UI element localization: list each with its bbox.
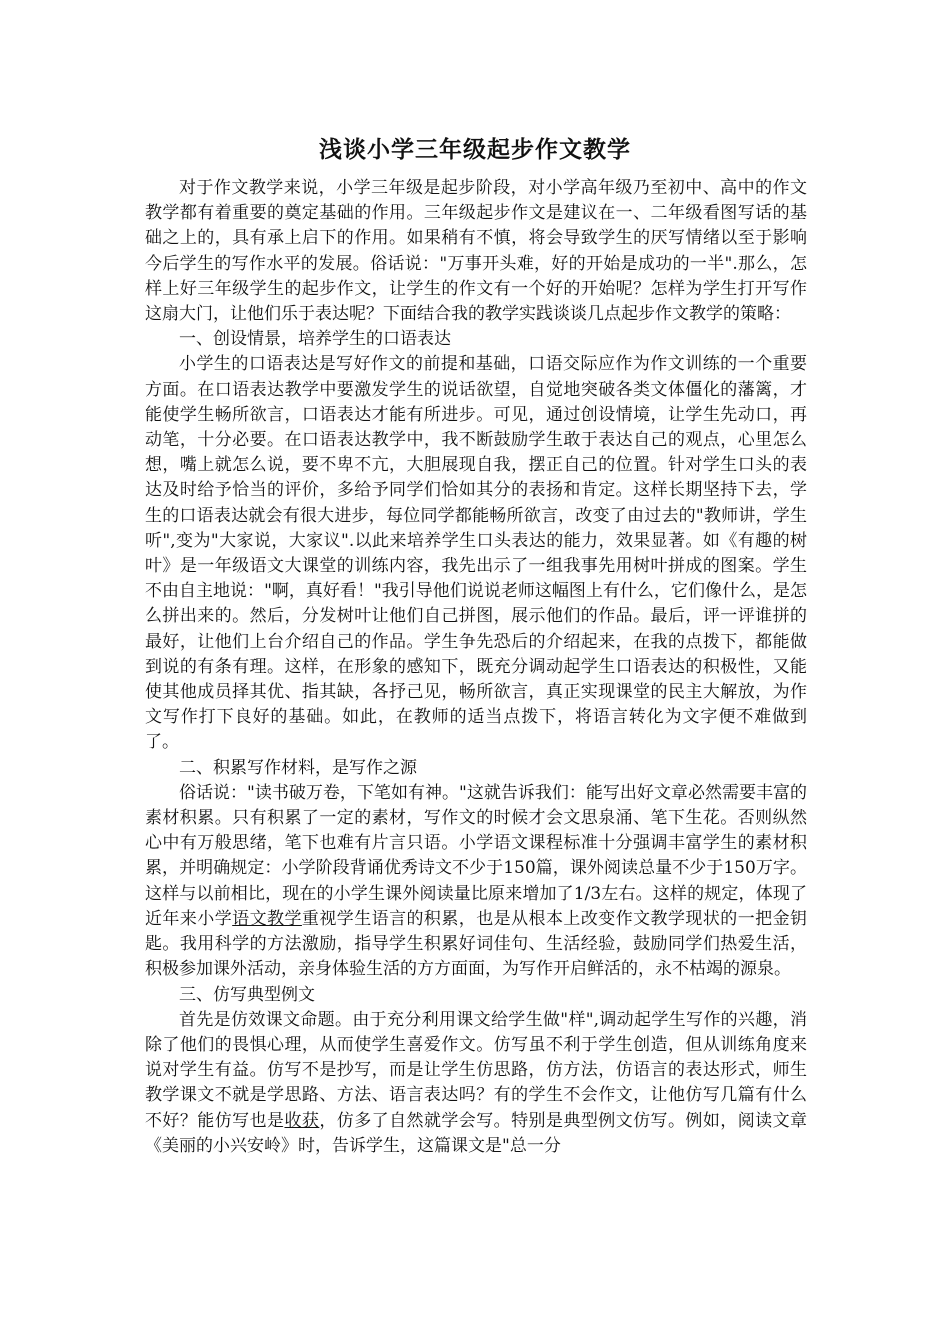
section-2-text-before-link: 俗话说："读书破万卷，下笔如有神。"这就告诉我们：能写出好文章必然需要丰富的素材积累。只有积累了一定的素材，写作文的时候才会文思泉涌、笔下生花。否则纵然心中有万般思绪，笔下也难有片言只语。小学语文课程标准十分强调丰富学生的素材积累，并明确规定：小学阶段背诵优秀诗文不少于150篇，课外阅读总量不少于150万字。这样与以前相比，现在的小学生课外阅读量比原来增加了1/3左右。这样的规定，体现了近年来小学 — [145, 782, 807, 929]
section-1-paragraph: 小学生的口语表达是写好作文的前提和基础，口语交际应作为作文训练的一个重要方面。在口语表达教学中要激发学生的说话欲望，自觉地突破各类文体僵化的藩篱，才能使学生畅所欲言，口语表达才能有所进步。可见，通过创设情境，让学生先动口，再动笔，十分必要。在口语表达教学中，我不断鼓励学生敢于表达自己的观点，心里怎么想，嘴上就怎么说，要不卑不亢，大胆展现自我，摆正自己的位置。针对学生口头的表达及时给予恰当的评价，多给予同学们恰如其分的表扬和肯定。这样长期坚持下去，学生的口语表达就会有很大进步，每位同学都能畅所欲言，改变了由过去的"教师讲，学生听",变为"大家说，大家议".以此来培养学生口头表达的能力，效果显著。如《有趣的树叶》是一年级语文大课堂的训练内容，我先出示了一组我事先用树叶拼成的图案。学生不由自主地说："啊，真好看！"我引导他们说说老师这幅图上有什么，它们像什么，是怎么拼出来的。然后，分发树叶让他们自己拼图，展示他们的作品。最后，评一评谁拼的最好，让他们上台介绍自己的作品。学生争先恐后的介绍起来，在我的点拨下，都能做到说的有条有理。这样，在形象的感知下，既充分调动起学生口语表达的积极性，又能使其他成员择其优、指其缺，各抒己见，畅所欲言，真正实现课堂的民主大解放，为作文写作打下良好的基础。如此，在教师的适当点拨下，将语言转化为文字便不难做到了。 — [145, 354, 807, 753]
document-title: 浅谈小学三年级起步作文教学 — [319, 136, 631, 163]
shouhuo-link[interactable]: 收获 — [284, 1110, 320, 1131]
document-body — [145, 176, 807, 1159]
section-3-heading: 三、仿写典型例文 — [179, 984, 315, 1005]
yuwen-jiaoxue-link[interactable]: 语文教学 — [232, 908, 302, 929]
intro-paragraph: 对于作文教学来说，小学三年级是起步阶段，对小学高年级乃至初中、高中的作文教学都有着重要的奠定基础的作用。三年级起步作文是建议在一、二年级看图写话的基础之上的，具有承上启下的作用。如果稍有不慎，将会导致学生的厌写情绪以至于影响今后学生的写作水平的发展。俗话说："万事开头难，好的开始是成功的一半".那么，怎样上好三年级学生的起步作文，让学生的作文有一个好的开始呢？怎样为学生打开写作这扇大门，让他们乐于表达呢？下面结合我的教学实践谈谈几点起步作文教学的策略： — [145, 178, 807, 325]
section-1-heading: 一、创设情景，培养学生的口语表达 — [179, 329, 451, 350]
section-2-heading: 二、积累写作材料，是写作之源 — [179, 757, 417, 778]
section-2-text-after-link: 重视学生语言的积累，也是从根本上改变作文教学现状的一把金钥匙。我用科学的方法激励，指导学生积累好词佳句、生活经验，鼓励同学们热爱生活，积极参加课外活动，亲身体验生活的方方面面，为写作开启鲜活的，永不枯竭的源泉。 — [145, 908, 808, 980]
section-3-text-before-link: 首先是仿效课文命题。由于充分利用课文给学生做"样",调动起学生写作的兴趣，消除了他们的畏惧心理，从而使学生喜爱作文。仿写虽不利于学生创造，但从训练角度来说对学生有益。仿写不是抄写，而是让学生仿思路，仿方法，仿语言的表达形式，师生教学课文不就是学思路、方法、语言表达吗？有的学生不会作文，让他仿写几篇有什么不好？能仿写也是 — [145, 1009, 807, 1131]
section-3-text-after-link: ，仿多了自然就学会写。特别是典型例文仿写。例如，阅读文章《美丽的小兴安岭》时，告诉学生，这篇课文是"总一分 — [145, 1110, 808, 1156]
section-3-paragraph — [145, 1008, 807, 1159]
section-2-paragraph — [145, 781, 807, 983]
